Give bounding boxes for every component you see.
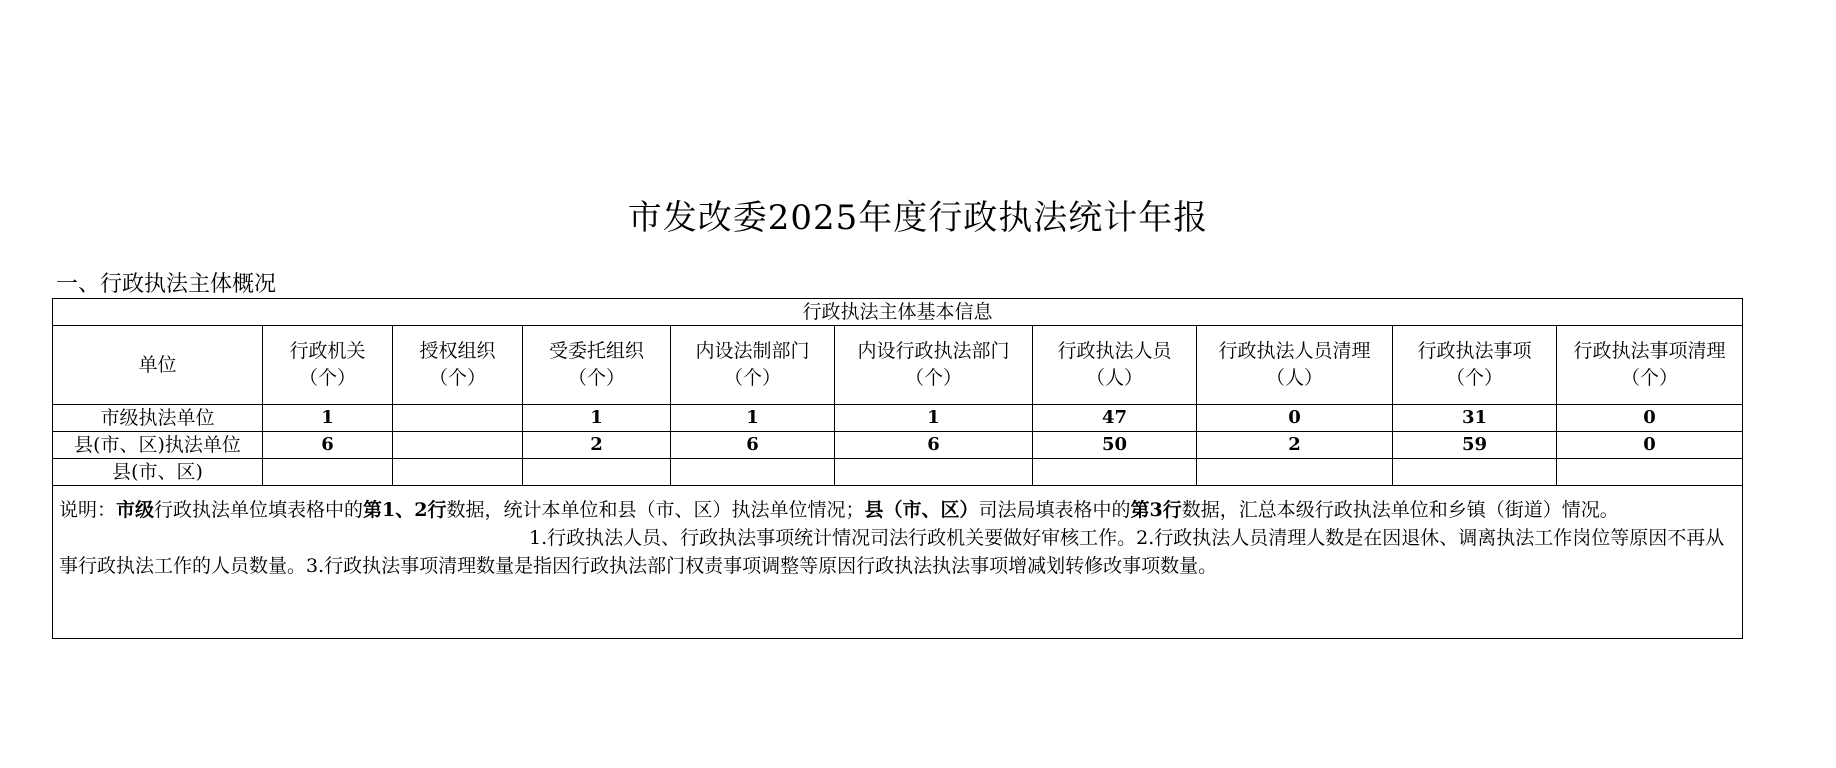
header-cell-admin-organs: 行政机关（个） xyxy=(263,326,393,405)
table-cell xyxy=(1393,459,1557,486)
note-text-part: 数据，汇总本级行政执法单位和乡镇（街道）情况。 xyxy=(1181,499,1619,521)
row-label: 县(市、区)执法单位 xyxy=(53,432,263,459)
table-row xyxy=(53,432,1743,459)
table-cell: 1 xyxy=(835,405,1033,432)
note-text-part: 数据，统计本单位和县（市、区）执法单位情况； xyxy=(446,499,865,521)
table-cell: 31 xyxy=(1393,405,1557,432)
section-heading: 一、行政执法主体概况 xyxy=(56,272,277,297)
table-header-row xyxy=(53,326,1743,405)
table-cell: 0 xyxy=(1197,405,1393,432)
note-text-part: 司法局填表格中的 xyxy=(978,499,1131,521)
table-cell xyxy=(835,459,1033,486)
table-cell xyxy=(523,459,671,486)
report-title: 市发改委2025年度行政执法统计年报 xyxy=(627,198,1209,238)
table-cell xyxy=(671,459,835,486)
table-cell xyxy=(393,432,523,459)
table-cell: 0 xyxy=(1557,405,1743,432)
table-cell xyxy=(393,405,523,432)
table-cell: 0 xyxy=(1557,432,1743,459)
header-cell-enforcement-items: 行政执法事项（个） xyxy=(1393,326,1557,405)
table-cell xyxy=(393,459,523,486)
note-emphasis: 第3行 xyxy=(1130,499,1182,521)
table-cell: 2 xyxy=(1197,432,1393,459)
table-cell: 1 xyxy=(523,405,671,432)
header-cell-items-cleanup: 行政执法事项清理（个） xyxy=(1557,326,1743,405)
note-text-part: 行政执法单位填表格中的 xyxy=(154,499,364,521)
header-cell-legal-depts: 内设法制部门（个） xyxy=(671,326,835,405)
row-label: 县(市、区) xyxy=(53,459,263,486)
header-cell-staff-cleanup: 行政执法人员清理（人） xyxy=(1197,326,1393,405)
table-cell xyxy=(1033,459,1197,486)
note-lead: 说明： xyxy=(59,499,117,521)
table-banner: 行政执法主体基本信息 xyxy=(53,299,1743,326)
note-text xyxy=(59,496,1734,580)
table-cell xyxy=(263,459,393,486)
note-row xyxy=(53,486,1743,639)
note-emphasis: 县（市、区） xyxy=(864,499,979,521)
table-cell: 47 xyxy=(1033,405,1197,432)
row-label: 市级执法单位 xyxy=(53,405,263,432)
header-cell-entrusted-orgs: 受委托组织（个） xyxy=(523,326,671,405)
note-emphasis: 市级 xyxy=(116,499,155,521)
header-cell-enforcement-depts: 内设行政执法部门（个） xyxy=(835,326,1033,405)
table-cell: 6 xyxy=(835,432,1033,459)
header-cell-unit: 单位 xyxy=(53,326,263,405)
table-cell: 6 xyxy=(263,432,393,459)
header-cell-enforcement-staff: 行政执法人员（人） xyxy=(1033,326,1197,405)
table-cell: 6 xyxy=(671,432,835,459)
table-row xyxy=(53,459,1743,486)
table-cell: 1 xyxy=(671,405,835,432)
table-cell xyxy=(1197,459,1393,486)
header-cell-authorized-orgs: 授权组织（个） xyxy=(393,326,523,405)
note-cell xyxy=(53,486,1743,639)
note-details: 1.行政执法人员、行政执法事项统计情况司法行政机关要做好审核工作。2.行政执法人员清理人数是在因退休、调离执法工作岗位等原因不再从事行政执法工作的人员数量。3.行政执法事项清理数量是指因行政执法部门权责事项调整等原因行政执法执法事项增减划转修改事项数量。 xyxy=(59,527,1725,577)
table-cell xyxy=(1557,459,1743,486)
table-row xyxy=(53,405,1743,432)
table-cell: 50 xyxy=(1033,432,1197,459)
table-cell: 59 xyxy=(1393,432,1557,459)
table-banner-row xyxy=(53,299,1743,326)
table-cell: 2 xyxy=(523,432,671,459)
note-emphasis: 第1、2行 xyxy=(363,499,447,521)
table-cell: 1 xyxy=(263,405,393,432)
enforcement-subject-table xyxy=(52,298,1743,639)
